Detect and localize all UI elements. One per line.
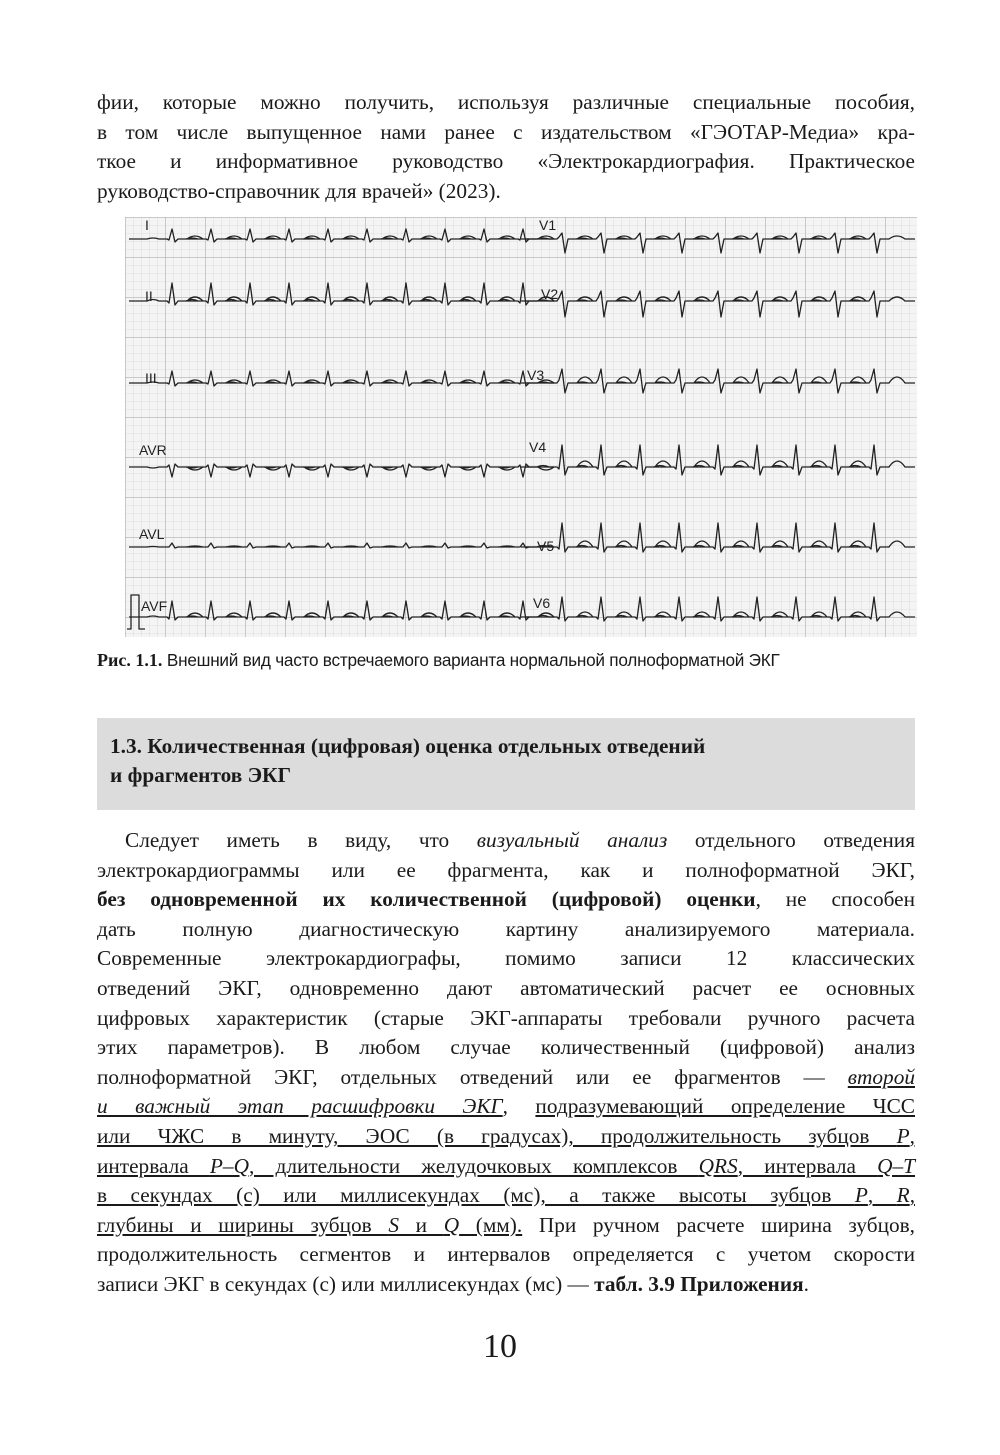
ecg-lead-label: AVF xyxy=(141,598,168,614)
ecg-lead-label: V3 xyxy=(527,367,545,383)
ecg-lead-label: I xyxy=(145,217,149,233)
body-line: цифровых характеристик (старые ЭКГ-аппараты требовали ручного расчета xyxy=(97,1005,915,1030)
body-line: глубины и ширины зубцов S и Q (мм). При ручном расчете ширина зубцов, xyxy=(97,1212,915,1237)
ecg-lead-label: V2 xyxy=(541,286,559,302)
body-line: продолжительность сегментов и интервалов определяется с учетом скорости xyxy=(97,1242,915,1267)
body-line: записи ЭКГ в секундах (с) или миллисекундах (мс) — табл. 3.9 Приложения. xyxy=(97,1271,809,1296)
ecg-figure xyxy=(125,217,917,637)
intro-line: руководство-справочник для врачей» (2023). xyxy=(97,178,501,203)
ecg-lead-label: II xyxy=(145,288,153,304)
figure-caption xyxy=(97,648,915,672)
ecg-lead-label: AVR xyxy=(139,442,167,458)
intro-line: фии, которые можно получить, используя различные специальные пособия, xyxy=(97,90,915,114)
section-heading-box xyxy=(97,718,915,810)
ecg-lead-label: V1 xyxy=(539,217,557,233)
caption-label: Рис. 1.1. xyxy=(97,650,163,670)
body-line: полноформатной ЭКГ, отдельных отведений или ее фрагментов — второй xyxy=(97,1064,915,1089)
caption-text: Внешний вид часто встречаемого варианта нормальной полноформатной ЭКГ xyxy=(162,650,780,670)
body-line: интервала P–Q, длительности желудочковых комплексов QRS, интервала Q–T xyxy=(97,1153,916,1178)
section-title xyxy=(110,732,705,790)
ecg-lead-label: V6 xyxy=(533,595,551,611)
body-line: без одновременной их количественной (цифровой) оценки, не способен xyxy=(97,887,916,912)
section-title-line: 1.3. Количественная (цифровая) оценка отдельных отведений xyxy=(110,734,706,758)
body-line: дать полную диагностическую картину анализируемого материала. xyxy=(97,916,915,941)
intro-line: в том числе выпущенное нами ранее с издательством «ГЭОТАР-Медиа» кра- xyxy=(97,119,915,144)
intro-line: ткое и информативное руководство «Электрокардиография. Практическое xyxy=(97,149,915,174)
body-line: этих параметров). В любом случае количественный (цифровой) анализ xyxy=(97,1035,915,1060)
body-line: в секундах (с) или миллисекундах (мс), а также высоты зубцов P, R, xyxy=(97,1183,916,1208)
section-title-line: и фрагментов ЭКГ xyxy=(110,763,292,787)
body-line: электрокардиограммы или ее фрагмента, как и полноформатной ЭКГ, xyxy=(97,857,915,882)
body-line: и важный этап расшифровки ЭКГ, подразумевающий определение ЧСС xyxy=(97,1094,916,1119)
body-line: Следует иметь в виду, что визуальный анализ отдельного отведения xyxy=(125,828,916,852)
ecg-lead-label: V4 xyxy=(529,439,547,455)
intro-paragraph xyxy=(97,88,915,206)
body-paragraph xyxy=(97,826,915,1300)
body-line: или ЧЖС в минуту, ЭОС (в градусах), продолжительность зубцов P, xyxy=(97,1123,915,1148)
ecg-lead-label: AVL xyxy=(139,526,165,542)
page-number: 10 xyxy=(483,1328,517,1365)
body-line: отведений ЭКГ, одновременно дают автоматический расчет ее основных xyxy=(97,975,915,1000)
body-line: Современные электрокардиографы, помимо записи 12 классических xyxy=(97,946,915,971)
ecg-lead-label: V5 xyxy=(537,538,555,554)
ecg-lead-label: III xyxy=(145,370,157,386)
